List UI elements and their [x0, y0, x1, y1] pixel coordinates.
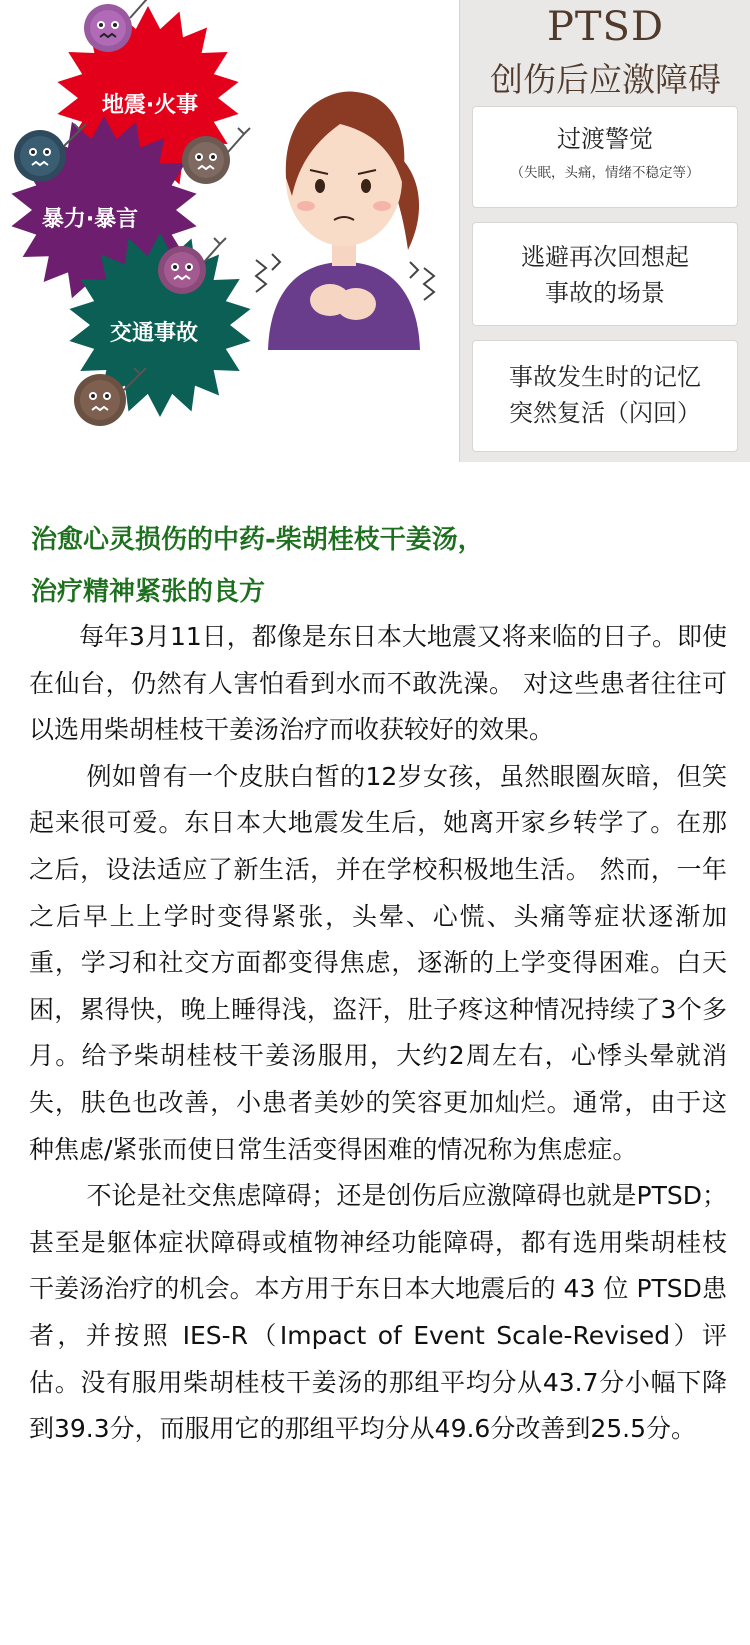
symptom-box-hypervigilance — [472, 106, 738, 208]
ptsd-illustration — [0, 0, 750, 462]
article-body — [29, 614, 727, 1453]
paragraph: 不论是社交焦虑障碍；还是创伤后应激障碍也就是PTSD；甚至是躯体症状障碍或植物神经功能障碍，都有选用柴胡桂枝干姜汤治疗的机会。本方用于东日本大地震后的 43 位 PTSD患者，并按照 IES-R（Impact of Event Scale-Revised）评估。没有服用柴胡桂枝干姜汤的那组平均分从43.7分小幅下降到39.3分，而服用它的那组平均分从49.6分改善到25.5分。 — [29, 1181, 727, 1444]
burst-label-earthquake-fire: 地震·火事 — [101, 93, 199, 118]
symptom-text: 事故的场景 — [545, 279, 665, 307]
paragraph: 每年3月11日，都像是东日本大地震又将来临的日子。即使在仙台，仍然有人害怕看到水而不敢洗澡。 对这些患者往往可以选用柴胡桂枝干姜汤治疗而收获较好的效果。 — [29, 622, 727, 745]
symptom-note: （失眠，头痛，情绪不稳定等） — [510, 165, 700, 181]
article-title-line: 治疗精神紧张的良方 — [31, 577, 266, 607]
trauma-causes-art — [0, 0, 460, 462]
article-title — [31, 514, 731, 618]
ptsd-title: PTSD — [546, 4, 665, 50]
burst-label-traffic-accident: 交通事故 — [109, 321, 199, 346]
ptsd-subtitle: 创伤后应激障碍 — [490, 60, 721, 99]
ptsd-panel — [459, 0, 750, 462]
burst-label-violence: 暴力·暴言 — [41, 207, 139, 232]
symptom-text: 事故发生时的记忆 — [509, 363, 701, 391]
symptom-text: 逃避再次回想起 — [521, 243, 689, 271]
paragraph: 例如曾有一个皮肤白皙的12岁女孩，虽然眼圈灰暗，但笑起来很可爱。东日本大地震发生后，她离开家乡转学了。在那之后，设法适应了新生活，并在学校积极地生活。 然而，一年之后早上上学时变得紧张，头晕、心慌、头痛等症状逐渐加重，学习和社交方面都变得焦虑，逐渐的上学变得困难。白天困，累得快，晚上睡得浅，盗汗，肚子疼这种情况持续了3个多月。给予柴胡桂枝干姜汤服用，大约2周左右，心悸头晕就消失，肤色也改善，小患者美妙的笑容更加灿烂。通常，由于这种焦虑/紧张而使日常生活变得困难的情况称为焦虑症。 — [29, 761, 727, 1164]
symptom-box-avoidance — [472, 222, 738, 326]
worried-girl-icon — [256, 92, 434, 350]
article-title-line: 治愈心灵损伤的中药-柴胡桂枝干姜汤， — [31, 525, 484, 555]
symptom-text: 过渡警觉 — [557, 125, 653, 153]
symptom-box-flashback — [472, 340, 738, 452]
symptom-text: 突然复活（闪回） — [509, 399, 701, 427]
